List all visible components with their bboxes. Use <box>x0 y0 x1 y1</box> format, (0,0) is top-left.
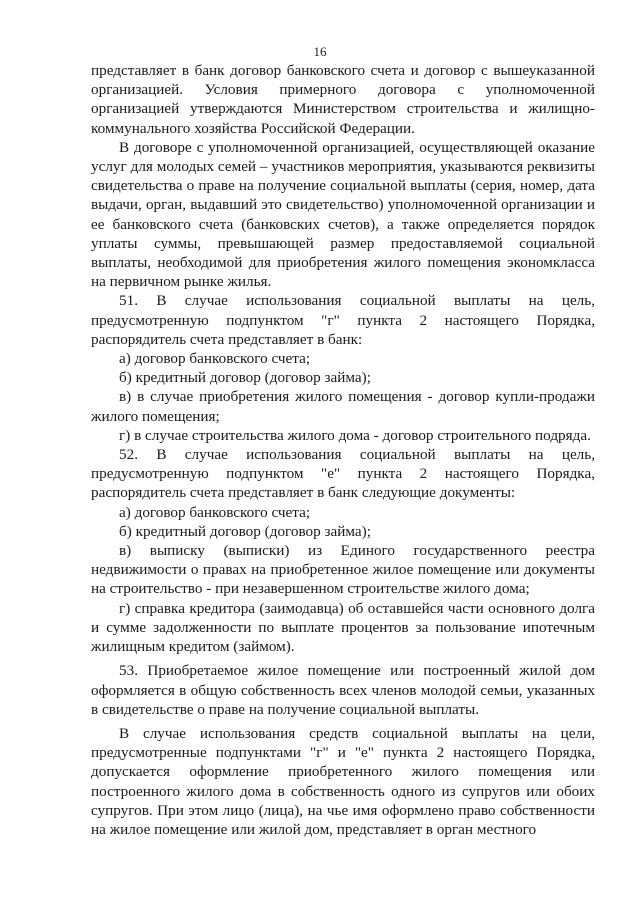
list-item-52-a: а) договор банковского счета; <box>119 503 311 521</box>
paragraph-contract-details: В договоре с уполномоченной организацией, осуществляющей оказание услуг для молодых семей – участников мероприятия, указываются реквизиты свидетельства о праве на получение социальной выплаты (серия, номер, дата выдачи, орган, выдавший это свидетельство) уполномоченной организации и ее банковского счета (банковских счетов), а также определяется порядок уплаты суммы, превышающей размер предоставляемой социальной выплаты, необходимой для приобретения жилого помещения экономкласса на первичном рынке жилья. <box>91 138 595 291</box>
paragraph-51: 51. В случае использования социальной выплаты на цель, предусмотренную подпунктом "г" пункта 2 настоящего Порядка, распорядитель счета представляет в банк: <box>91 292 595 348</box>
list-item-52-v: в) выписку (выписки) из Единого государственного реестра недвижимости о правах на приобретенное жилое помещение или документы на строительство - при незавершенном строительстве жилого дома; <box>91 542 595 598</box>
paragraph-52: 52. В случае использования социальной выплаты на цель, предусмотренную подпунктом "е" пункта 2 настоящего Порядка, распорядитель счета представляет в банк следующие документы: <box>91 446 595 502</box>
list-item-52-b: б) кредитный договор (договор займа); <box>119 522 371 540</box>
list-item-51-v: в) в случае приобретения жилого помещения - договор купли-продажи жилого помещения; <box>91 388 595 425</box>
paragraph-ownership: В случае использования средств социальной выплаты на цели, предусмотренные подпунктами "г" и "е" пункта 2 настоящего Порядка, допускается оформление приобретенного жилого помещения или построенного жилого дома в собственность одного из супругов или обоих супругов. При этом лицо (лица), на чье имя оформлено право собственности на жилое помещение или жилой дом, представляет в орган местного <box>91 724 595 838</box>
list-item-51-a: а) договор банковского счета; <box>119 350 311 368</box>
page-number: 16 <box>313 44 327 59</box>
list-item-51-g: г) в случае строительства жилого дома - договор строительного подряда. <box>119 426 591 444</box>
list-item-51-b: б) кредитный договор (договор займа); <box>119 369 371 387</box>
document-body <box>91 61 595 839</box>
list-item-52-g: г) справка кредитора (заимодавца) об оставшейся части основного долга и сумме задолженности по выплате процентов за пользование ипотечным жилищным кредитом (займом). <box>91 599 595 656</box>
paragraph-53: 53. Приобретаемое жилое помещение или построенный жилой дом оформляется в общую собственность всех членов молодой семьи, указанных в свидетельстве о праве на получение социальной выплаты. <box>91 662 595 718</box>
paragraph-continuation: представляет в банк договор банковского счета и договор с вышеуказанной организацией. Условия примерного договора с уполномоченной организацией утверждаются Министерством строительства и жилищно-коммунального хозяйства Российской Федерации. <box>91 62 595 137</box>
